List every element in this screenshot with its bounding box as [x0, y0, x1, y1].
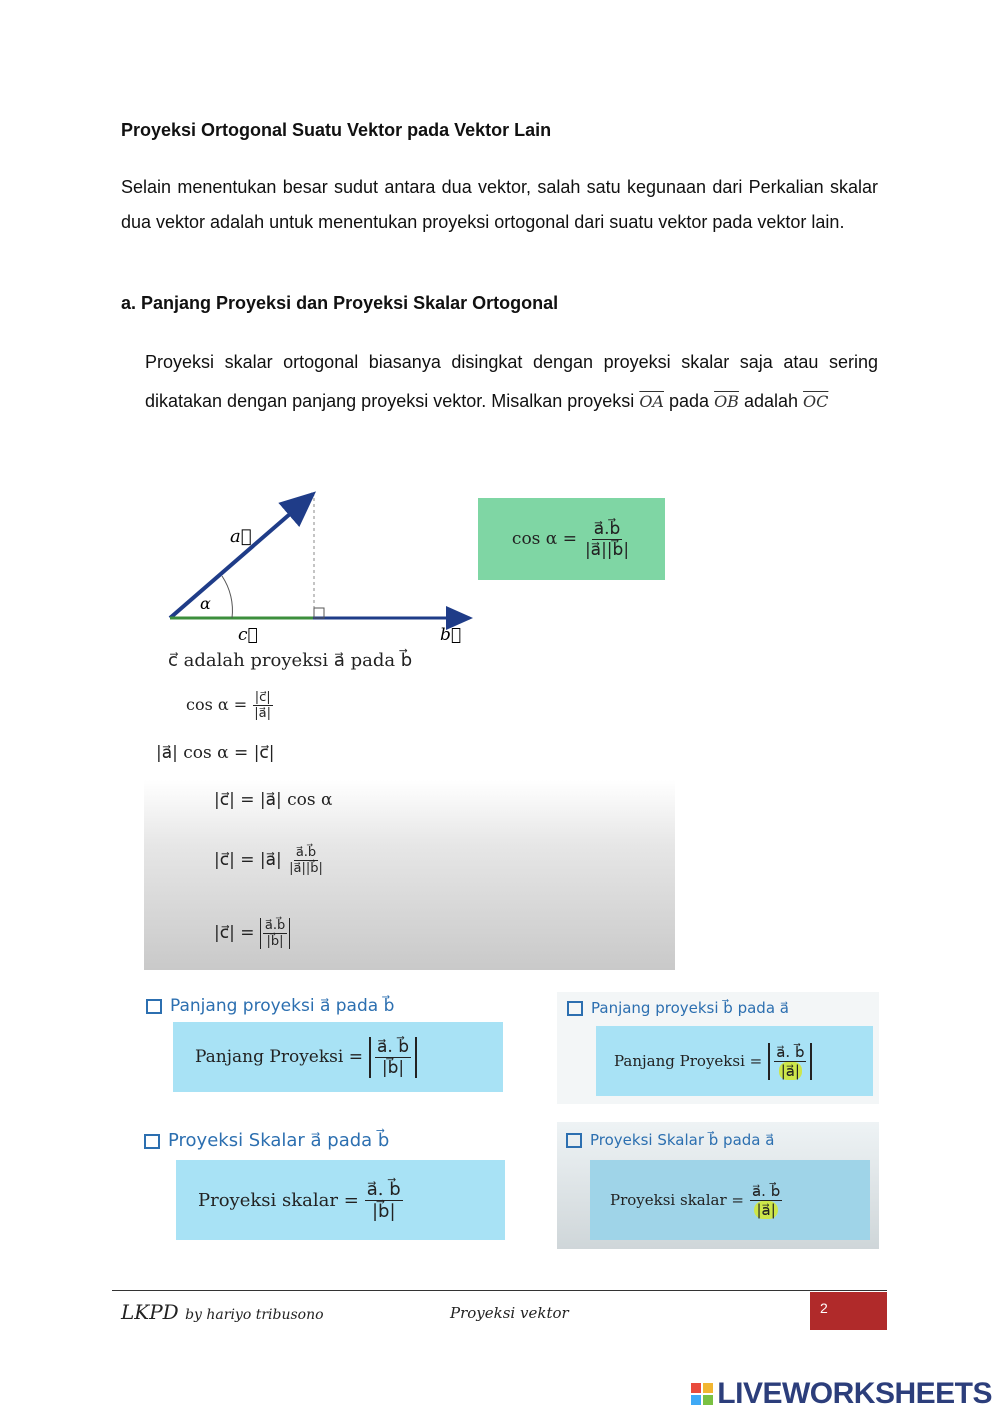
box3-num: a⃗. b⃗	[366, 1178, 401, 1200]
projection-diagram	[150, 480, 490, 650]
cos-lhs: cos α =	[511, 529, 577, 549]
box4-den: |a⃗|	[756, 1200, 776, 1219]
step5-den: |b⃗|	[266, 934, 284, 949]
page-title: Proyeksi Ortogonal Suatu Vektor pada Vektor Lain	[121, 120, 552, 140]
cos-denominator: |a⃗||b⃗|	[584, 539, 630, 560]
step4-lhs: |c⃗| = |a⃗|	[214, 850, 282, 870]
box3-lhs: Proyeksi skalar =	[198, 1189, 359, 1211]
projection-statement: c⃗ adalah proyeksi a⃗ pada b⃗	[168, 650, 413, 671]
box2-heading	[567, 999, 789, 1017]
checkbox-icon	[566, 1133, 582, 1148]
cos-alpha-box	[478, 498, 665, 580]
step5-lhs: |c⃗| =	[214, 923, 255, 943]
box4-lhs: Proyeksi skalar =	[610, 1191, 744, 1209]
checkbox-icon	[567, 1001, 583, 1016]
derivation-step-1	[186, 690, 273, 721]
footer-author: by hariyo tribusono	[185, 1307, 324, 1323]
box2-formula	[596, 1026, 873, 1096]
footer-lkpd: LKPD	[121, 1300, 179, 1324]
box2-heading-text: Panjang proyeksi b⃗ pada a⃗	[591, 999, 789, 1017]
derivation-step-4	[214, 845, 325, 876]
box1-den: |b⃗|	[381, 1057, 405, 1078]
box2-num: a⃗. b⃗	[776, 1042, 805, 1061]
box4-heading	[566, 1131, 774, 1149]
label-b: b⃗	[440, 625, 462, 645]
checkbox-icon	[144, 1134, 160, 1149]
box4-heading-text: Proyeksi Skalar b⃗ pada a⃗	[590, 1131, 775, 1149]
footer-topic: Proyeksi vektor	[450, 1304, 569, 1322]
box4-formula	[590, 1160, 870, 1240]
box1-num: a⃗. b⃗	[376, 1036, 410, 1057]
derivation-step-3: |c⃗| = |a⃗| cos α	[214, 790, 333, 810]
step4-den: |a⃗||b⃗|	[289, 861, 323, 876]
liveworksheets-text: LIVEWORKSHEETS	[717, 1377, 992, 1410]
section-text: Proyeksi skalar ortogonal biasanya disingkat dengan proyeksi skalar saja atau sering dikatakan dengan panjang proyeksi vektor. Misalkan proyeksi	[145, 352, 878, 411]
label-alpha: α	[200, 594, 211, 613]
box3-formula	[176, 1160, 505, 1240]
vector-oc: $\overline{OC}$	[803, 392, 829, 411]
footer-left	[121, 1300, 324, 1324]
checkbox-icon	[146, 999, 162, 1014]
box1-formula	[173, 1022, 503, 1092]
label-c: c⃗	[238, 625, 258, 645]
page-number: 2	[820, 1300, 828, 1316]
step4-num: a⃗.b⃗	[295, 845, 317, 860]
box1-lhs: Panjang Proyeksi =	[195, 1047, 363, 1067]
footer-divider	[112, 1290, 887, 1291]
vector-a-arrow	[170, 494, 313, 618]
vector-ob: $\overline{OB}$	[714, 392, 739, 411]
liveworksheets-logo[interactable]	[691, 1377, 992, 1411]
intro-paragraph: Selain menentukan besar sudut antara dua vektor, salah satu kegunaan dari Perkalian skalar dua vektor adalah untuk menentukan proyeksi ortogonal dari suatu vektor pada vektor lain.	[121, 177, 878, 232]
derivation-step-2: |a⃗| cos α = |c⃗|	[156, 743, 275, 763]
box4-num: a⃗. b⃗	[751, 1181, 781, 1200]
liveworksheets-icon	[691, 1383, 713, 1405]
box3-heading-text: Proyeksi Skalar a⃗ pada b⃗	[168, 1130, 390, 1151]
section-paragraph	[145, 343, 878, 421]
cos-numerator: a⃗.b⃗	[593, 518, 621, 539]
step1-num: |c⃗|	[254, 690, 271, 705]
word-pada: pada	[669, 391, 710, 411]
box2-den: |a⃗|	[780, 1061, 800, 1080]
word-adalah: adalah	[743, 391, 799, 411]
box3-heading	[144, 1130, 389, 1151]
label-a: a⃗	[230, 526, 252, 547]
step5-num: a⃗.b⃗	[264, 918, 286, 933]
step1-lhs: cos α =	[186, 695, 248, 714]
box1-heading	[146, 996, 394, 1016]
section-heading: a. Panjang Proyeksi dan Proyeksi Skalar Ortogonal	[121, 293, 559, 313]
angle-arc	[222, 576, 232, 618]
derivation-step-5	[214, 918, 290, 949]
box2-lhs: Panjang Proyeksi =	[614, 1052, 763, 1070]
vector-oa: $\overline{OA}$	[639, 392, 664, 411]
box1-heading-text: Panjang proyeksi a⃗ pada b⃗	[170, 996, 395, 1016]
box3-den: |b⃗|	[371, 1200, 396, 1222]
step1-den: |a⃗|	[254, 706, 272, 721]
page-number-box	[810, 1292, 887, 1330]
